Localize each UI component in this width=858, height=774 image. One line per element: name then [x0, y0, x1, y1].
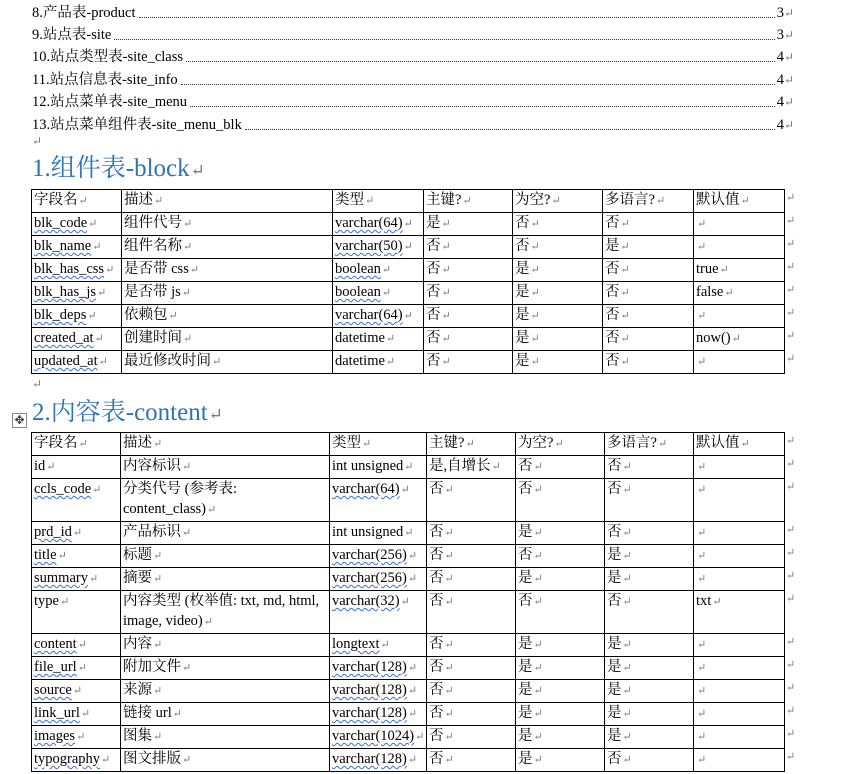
table-row [32, 545, 785, 568]
table-cell: blk_name↵ [32, 236, 122, 259]
table-cell: source↵ [32, 680, 121, 703]
table-cell: 内容标识↵ [121, 456, 330, 479]
table-cell: 否↵ [424, 282, 513, 305]
toc-leader-dots [245, 128, 775, 130]
table-cell: 内容类型 (枚举值: txt, md, html, image, video)↵ [121, 591, 330, 634]
table-cell: created_at↵ [32, 328, 122, 351]
table-cell: 否↵ [605, 749, 694, 772]
table-header-cell: 为空?↵ [516, 433, 605, 456]
toc-entry-page: 4↵ [776, 49, 794, 65]
table-cell: 产品标识↵ [121, 522, 330, 545]
table-cell: 是否带 css↵ [122, 259, 333, 282]
table-header-cell: 多语言?↵ [603, 190, 694, 213]
table-cell: varchar(128)↵ [330, 657, 427, 680]
table-cell: 是↵ [516, 657, 605, 680]
table-header-cell: 主键?↵ [427, 433, 516, 456]
row-end-mark: ↵ [786, 593, 796, 605]
table-row [32, 522, 785, 545]
table-cell: true↵ [694, 259, 785, 282]
row-end-mark: ↵ [786, 636, 796, 648]
table-cell: varchar(128)↵ [330, 749, 427, 772]
table-move-handle[interactable]: ✥ [12, 413, 27, 428]
table-header-cell: 类型↵ [333, 190, 424, 213]
table-cell: 创建时间↵ [122, 328, 333, 351]
table-row [32, 726, 785, 749]
toc-entry-page: 4↵ [776, 94, 794, 110]
table-cell: 是↵ [513, 328, 603, 351]
table-header-cell: 字段名↵ [32, 190, 122, 213]
toc-entry-title: 9.站点表-site [32, 27, 112, 43]
toc-entry-title: 8.产品表-product [32, 5, 136, 21]
table-cell: 是↵ [605, 634, 694, 657]
table-header-cell: 默认值↵ [694, 190, 785, 213]
toc-entry-title: 13.站点菜单组件表-site_menu_blk [32, 117, 242, 133]
table-row [32, 749, 785, 772]
row-end-mark: ↵ [786, 330, 796, 342]
table-cell: varchar(64)↵ [333, 213, 424, 236]
table-cell: 否↵ [427, 749, 516, 772]
table-cell: 是↵ [516, 568, 605, 591]
table-cell: 否↵ [603, 305, 694, 328]
table-row [32, 328, 785, 351]
table-cell: 分类代号 (参考表: content_class)↵ [121, 479, 330, 522]
table-cell: 否↵ [605, 522, 694, 545]
table-cell: varchar(50)↵ [333, 236, 424, 259]
table-cell: int unsigned↵ [330, 456, 427, 479]
toc-entry[interactable] [32, 112, 794, 134]
section-2-heading-text: 2.内容表-content [32, 399, 208, 426]
table-row [32, 568, 785, 591]
table-cell: 组件代号↵ [122, 213, 333, 236]
table-cell: 依赖包↵ [122, 305, 333, 328]
row-end-mark: ↵ [786, 353, 796, 365]
table-row [32, 213, 785, 236]
table-row [32, 657, 785, 680]
table-cell: 否↵ [424, 351, 513, 374]
row-end-mark: ↵ [786, 215, 796, 227]
table-cell: varchar(128)↵ [330, 680, 427, 703]
table-cell: 否↵ [427, 726, 516, 749]
table-cell: datetime↵ [333, 351, 424, 374]
table-row [32, 479, 785, 522]
table-cell: ↵ [694, 545, 785, 568]
table-cell: 否↵ [516, 479, 605, 522]
table-cell: ↵ [694, 522, 785, 545]
table-cell: 是↵ [516, 680, 605, 703]
table-cell: 否↵ [603, 351, 694, 374]
table-cell: now()↵ [694, 328, 785, 351]
table-cell: summary↵ [32, 568, 121, 591]
row-end-mark: ↵ [786, 659, 796, 671]
table-cell: 是↵ [516, 522, 605, 545]
toc-leader-dots [114, 38, 774, 40]
table-cell: 否↵ [427, 703, 516, 726]
table-cell: 图文排版↵ [121, 749, 330, 772]
table-cell: 否↵ [427, 634, 516, 657]
table-header-cell: 类型↵ [330, 433, 427, 456]
table-cell: blk_deps↵ [32, 305, 122, 328]
table-cell: false↵ [694, 282, 785, 305]
row-end-mark: ↵ [786, 682, 796, 694]
table-cell: 否↵ [516, 591, 605, 634]
table-cell: 是↵ [513, 305, 603, 328]
table-cell: title↵ [32, 545, 121, 568]
table-cell: 否↵ [605, 591, 694, 634]
table-row [32, 282, 785, 305]
table-cell: typography↵ [32, 749, 121, 772]
table-cell: 是↵ [603, 236, 694, 259]
table-cell: link_url↵ [32, 703, 121, 726]
table-cell: blk_has_css↵ [32, 259, 122, 282]
table-cell: 图集↵ [121, 726, 330, 749]
table-cell: 否↵ [603, 328, 694, 351]
toc-entry[interactable] [32, 89, 794, 111]
table-row [32, 703, 785, 726]
row-end-mark: ↵ [786, 192, 796, 204]
row-end-mark: ↵ [786, 728, 796, 740]
table-cell: 是↵ [516, 726, 605, 749]
row-end-mark: ↵ [786, 547, 796, 559]
table-cell: 是↵ [424, 213, 513, 236]
table-cell: ↵ [694, 479, 785, 522]
table-cell: ↵ [694, 351, 785, 374]
table-row [32, 591, 785, 634]
table-cell: 否↵ [424, 328, 513, 351]
table-cell: 否↵ [605, 456, 694, 479]
table-cell: 是↵ [605, 726, 694, 749]
table-cell: 否↵ [605, 479, 694, 522]
table-cell: ↵ [694, 568, 785, 591]
row-end-mark: ↵ [786, 307, 796, 319]
toc-leader-dots [190, 105, 775, 107]
section-1-heading-text: 1.组件表-block [32, 155, 190, 182]
block-table [31, 189, 785, 374]
table-header-cell: 多语言?↵ [605, 433, 694, 456]
table-cell: 否↵ [424, 236, 513, 259]
table-cell: varchar(32)↵ [330, 591, 427, 634]
table-cell: ↵ [694, 657, 785, 680]
table-cell: ↵ [694, 680, 785, 703]
paragraph-mark: ↵ [32, 377, 43, 391]
table-cell: 摘要↵ [121, 568, 330, 591]
table-row [32, 634, 785, 657]
toc-entry-title: 11.站点信息表-site_info [32, 72, 178, 88]
row-end-mark: ↵ [786, 570, 796, 582]
table-header-cell: 主键?↵ [424, 190, 513, 213]
toc-entry-page: 4↵ [776, 72, 794, 88]
table-cell: blk_has_js↵ [32, 282, 122, 305]
paragraph-mark: ↵ [32, 134, 43, 148]
table-cell: blk_code↵ [32, 213, 122, 236]
table-cell: 否↵ [516, 456, 605, 479]
toc-entry[interactable] [32, 44, 794, 66]
table-cell: txt↵ [694, 591, 785, 634]
table-cell: 是,自增长↵ [427, 456, 516, 479]
toc-entry-title: 12.站点菜单表-site_menu [32, 94, 188, 110]
table-cell: ↵ [694, 305, 785, 328]
toc-entry[interactable] [32, 0, 794, 22]
table-cell: datetime↵ [333, 328, 424, 351]
table-row [32, 351, 785, 374]
table-cell: boolean↵ [333, 282, 424, 305]
table-cell: 否↵ [516, 545, 605, 568]
row-end-mark: ↵ [786, 524, 796, 536]
table-cell: longtext↵ [330, 634, 427, 657]
toc-entry-page: 3↵ [776, 27, 794, 43]
table-row [32, 680, 785, 703]
table-cell: 否↵ [427, 545, 516, 568]
table-cell: ↵ [694, 213, 785, 236]
table-cell: id↵ [32, 456, 121, 479]
section-1-heading: 1.组件表-block↵ [32, 155, 205, 182]
table-row [32, 456, 785, 479]
table-cell: 是↵ [605, 545, 694, 568]
table-header-cell: 为空?↵ [513, 190, 603, 213]
row-end-mark: ↵ [786, 261, 796, 273]
table-cell: 否↵ [427, 568, 516, 591]
table-cell: varchar(256)↵ [330, 545, 427, 568]
table-cell: 否↵ [427, 680, 516, 703]
table-cell: varchar(64)↵ [333, 305, 424, 328]
table-cell: images↵ [32, 726, 121, 749]
table-cell: ↵ [694, 749, 785, 772]
table-cell: 内容↵ [121, 634, 330, 657]
table-header-cell: 字段名↵ [32, 433, 121, 456]
table-cell: 否↵ [603, 282, 694, 305]
table-cell: 否↵ [427, 479, 516, 522]
content-table [31, 432, 785, 772]
row-end-mark: ↵ [786, 458, 796, 470]
table-cell: varchar(128)↵ [330, 703, 427, 726]
toc-entry[interactable] [32, 67, 794, 89]
table-header-cell: 描述↵ [122, 190, 333, 213]
table-cell: varchar(64)↵ [330, 479, 427, 522]
row-end-mark: ↵ [786, 435, 796, 447]
table-cell: varchar(256)↵ [330, 568, 427, 591]
toc-leader-dots [139, 16, 775, 18]
table-header-cell: 描述↵ [121, 433, 330, 456]
table-header-cell: 默认值↵ [694, 433, 785, 456]
table-cell: boolean↵ [333, 259, 424, 282]
table-row [32, 305, 785, 328]
table-cell: 是↵ [516, 749, 605, 772]
table-row [32, 259, 785, 282]
toc-entry-page: 4↵ [776, 117, 794, 133]
table-cell: ↵ [694, 703, 785, 726]
row-end-mark: ↵ [786, 481, 796, 493]
table-cell: 否↵ [427, 522, 516, 545]
table-cell: 标题↵ [121, 545, 330, 568]
table-cell: 否↵ [427, 591, 516, 634]
table-cell: 是↵ [516, 634, 605, 657]
toc-leader-dots [186, 60, 775, 62]
table-cell: 附加文件↵ [121, 657, 330, 680]
table-cell: 否↵ [513, 213, 603, 236]
table-cell: 是↵ [513, 351, 603, 374]
section-2-heading: 2.内容表-content↵ [32, 399, 223, 426]
toc-entry-title: 10.站点类型表-site_class [32, 49, 184, 65]
table-cell: 是↵ [605, 680, 694, 703]
table-cell: 是↵ [513, 259, 603, 282]
table-cell: updated_at↵ [32, 351, 122, 374]
table-cell: 最近修改时间↵ [122, 351, 333, 374]
table-cell: ↵ [694, 236, 785, 259]
toc-entry-page: 3↵ [776, 5, 794, 21]
table-cell: ccls_code↵ [32, 479, 121, 522]
table-cell: 是↵ [605, 703, 694, 726]
row-end-mark: ↵ [786, 238, 796, 250]
table-cell: 否↵ [427, 657, 516, 680]
table-cell: file_url↵ [32, 657, 121, 680]
row-end-mark: ↵ [786, 284, 796, 296]
table-cell: ↵ [694, 634, 785, 657]
row-end-mark: ↵ [786, 751, 796, 763]
table-cell: 来源↵ [121, 680, 330, 703]
toc-entry[interactable] [32, 22, 794, 44]
table-cell: 否↵ [513, 236, 603, 259]
table-cell: 是否带 js↵ [122, 282, 333, 305]
table-cell: ↵ [694, 726, 785, 749]
table-cell: ↵ [694, 456, 785, 479]
row-end-mark: ↵ [786, 705, 796, 717]
table-cell: 否↵ [424, 259, 513, 282]
table-cell: content↵ [32, 634, 121, 657]
table-cell: varchar(1024)↵ [330, 726, 427, 749]
table-header-row [32, 190, 785, 213]
table-cell: 否↵ [424, 305, 513, 328]
table-header-row [32, 433, 785, 456]
table-cell: 是↵ [605, 568, 694, 591]
toc-leader-dots [181, 83, 775, 85]
table-cell: 是↵ [513, 282, 603, 305]
table-cell: 否↵ [603, 213, 694, 236]
table-cell: prd_id↵ [32, 522, 121, 545]
table-cell: 是↵ [605, 657, 694, 680]
table-cell: type↵ [32, 591, 121, 634]
table-cell: 组件名称↵ [122, 236, 333, 259]
table-cell: 是↵ [516, 703, 605, 726]
table-row [32, 236, 785, 259]
table-cell: int unsigned↵ [330, 522, 427, 545]
table-cell: 链接 url↵ [121, 703, 330, 726]
table-cell: 否↵ [603, 259, 694, 282]
